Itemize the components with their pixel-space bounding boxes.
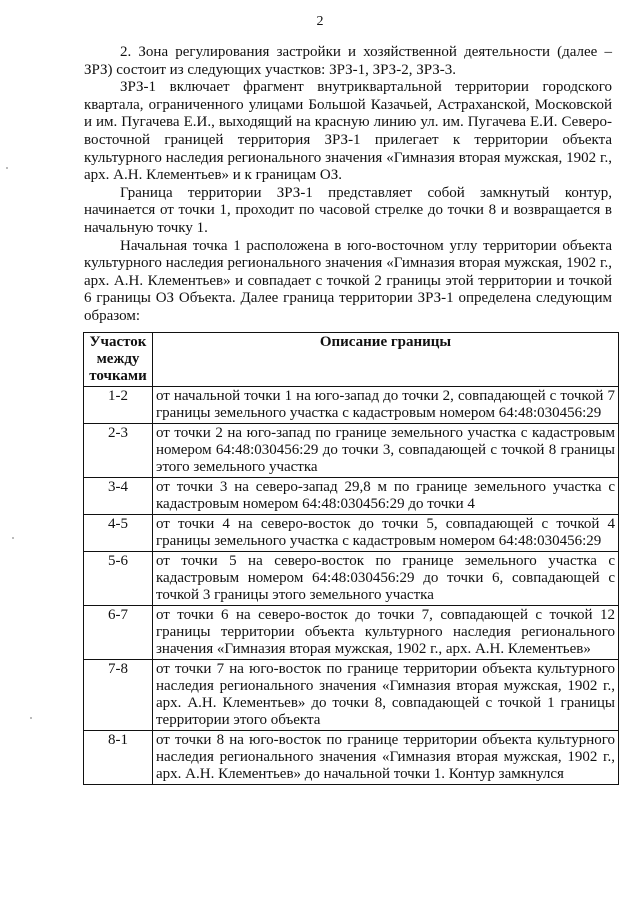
- segment-cell: 3-4: [84, 477, 153, 514]
- boundary-table: [83, 332, 619, 785]
- header-description: Описание границы: [153, 332, 619, 386]
- segment-cell: 5-6: [84, 551, 153, 605]
- page-number: 2: [316, 14, 324, 29]
- description-cell: от точки 3 на северо-запад 29,8 м по границе земельного участка с кадастровым номером 64:48:030456:29 до точки 4: [153, 477, 619, 514]
- paragraph-zone-intro: 2. Зона регулирования застройки и хозяйственной деятельности (далее – ЗРЗ) состоит из следующих участков: ЗРЗ-1, ЗРЗ-2, ЗРЗ-3.: [84, 44, 612, 78]
- header-segment: Участок между точками: [84, 332, 153, 386]
- paragraph-zrz1-description: ЗРЗ-1 включает фрагмент внутриквартальной территории городского квартала, ограниченного улицами Большой Казачьей, Астраханской, Московской и им. Пугачева Е.И., выходящий на красную линию ул. им. Пугачева Е.И. Северо-восточной границей территория ЗРЗ-1 прилегает к территории объекта культурного наследия регионального значения «Гимназия вторая мужская, 1902 г., арх. А.Н. Клементьев» и к границам ОЗ.: [84, 79, 612, 184]
- description-cell: от точки 5 на северо-восток по границе земельного участка с кадастровым номером 64:48:030456:29 до точки 6, совпадающей с точкой 3 границы этого земельного участка: [153, 551, 619, 605]
- table-row: [84, 386, 619, 423]
- description-cell: от начальной точки 1 на юго-запад до точки 2, совпадающей с точкой 7 границы земельного участка с кадастровым номером 64:48:030456:29: [153, 386, 619, 423]
- scan-speck: [30, 717, 32, 719]
- table-row: [84, 605, 619, 659]
- table-row: [84, 514, 619, 551]
- segment-cell: 4-5: [84, 514, 153, 551]
- table-row: [84, 477, 619, 514]
- description-cell: от точки 2 на юго-запад по границе земельного участка с кадастровым номером 64:48:030456:29 до точки 3, совпадающей с точкой 8 границы этого земельного участка: [153, 423, 619, 477]
- paragraph-boundary-contour: Граница территории ЗРЗ-1 представляет собой замкнутый контур, начинается от точки 1, проходит по часовой стрелке до точки 8 и возвращается в начальную точку 1.: [84, 184, 612, 236]
- segment-cell: 2-3: [84, 423, 153, 477]
- segment-cell: 1-2: [84, 386, 153, 423]
- paragraph-start-point: Начальная точка 1 расположена в юго-восточном углу территории объекта культурного наследия регионального значения «Гимназия вторая мужская, 1902 г., арх. А.Н. Клементьев» и совпадает с точкой 2 границы этой территории и точкой 6 границы ОЗ Объекта. Далее граница территории ЗРЗ-1 определена следующим образом:: [84, 237, 612, 324]
- description-cell: от точки 8 на юго-восток по границе территории объекта культурного наследия регионального значения «Гимназия вторая мужская, 1902 г., арх. А.Н. Клементьев» до начальной точки 1. Контур замкнулся: [153, 730, 619, 784]
- description-cell: от точки 4 на северо-восток до точки 5, совпадающей с точкой 4 границы земельного участка с кадастровым номером 64:48:030456:29: [153, 514, 619, 551]
- table-header-row: [84, 332, 619, 386]
- document-body: [84, 44, 615, 785]
- scan-speck: [12, 537, 14, 539]
- segment-cell: 7-8: [84, 659, 153, 730]
- scan-speck: [6, 167, 8, 169]
- segment-cell: 6-7: [84, 605, 153, 659]
- description-cell: от точки 6 на северо-восток до точки 7, совпадающей с точкой 12 границы территории объекта культурного наследия регионального значения «Гимназия вторая мужская, 1902 г., арх. А.Н. Клементьев»: [153, 605, 619, 659]
- table-row: [84, 551, 619, 605]
- description-cell: от точки 7 на юго-восток по границе территории объекта культурного наследия регионального значения «Гимназия вторая мужская, 1902 г., арх. А.Н. Клементьев» до точки 8, совпадающей с точкой 1 границы территории этого объекта: [153, 659, 619, 730]
- table-row: [84, 659, 619, 730]
- table-row: [84, 730, 619, 784]
- table-row: [84, 423, 619, 477]
- segment-cell: 8-1: [84, 730, 153, 784]
